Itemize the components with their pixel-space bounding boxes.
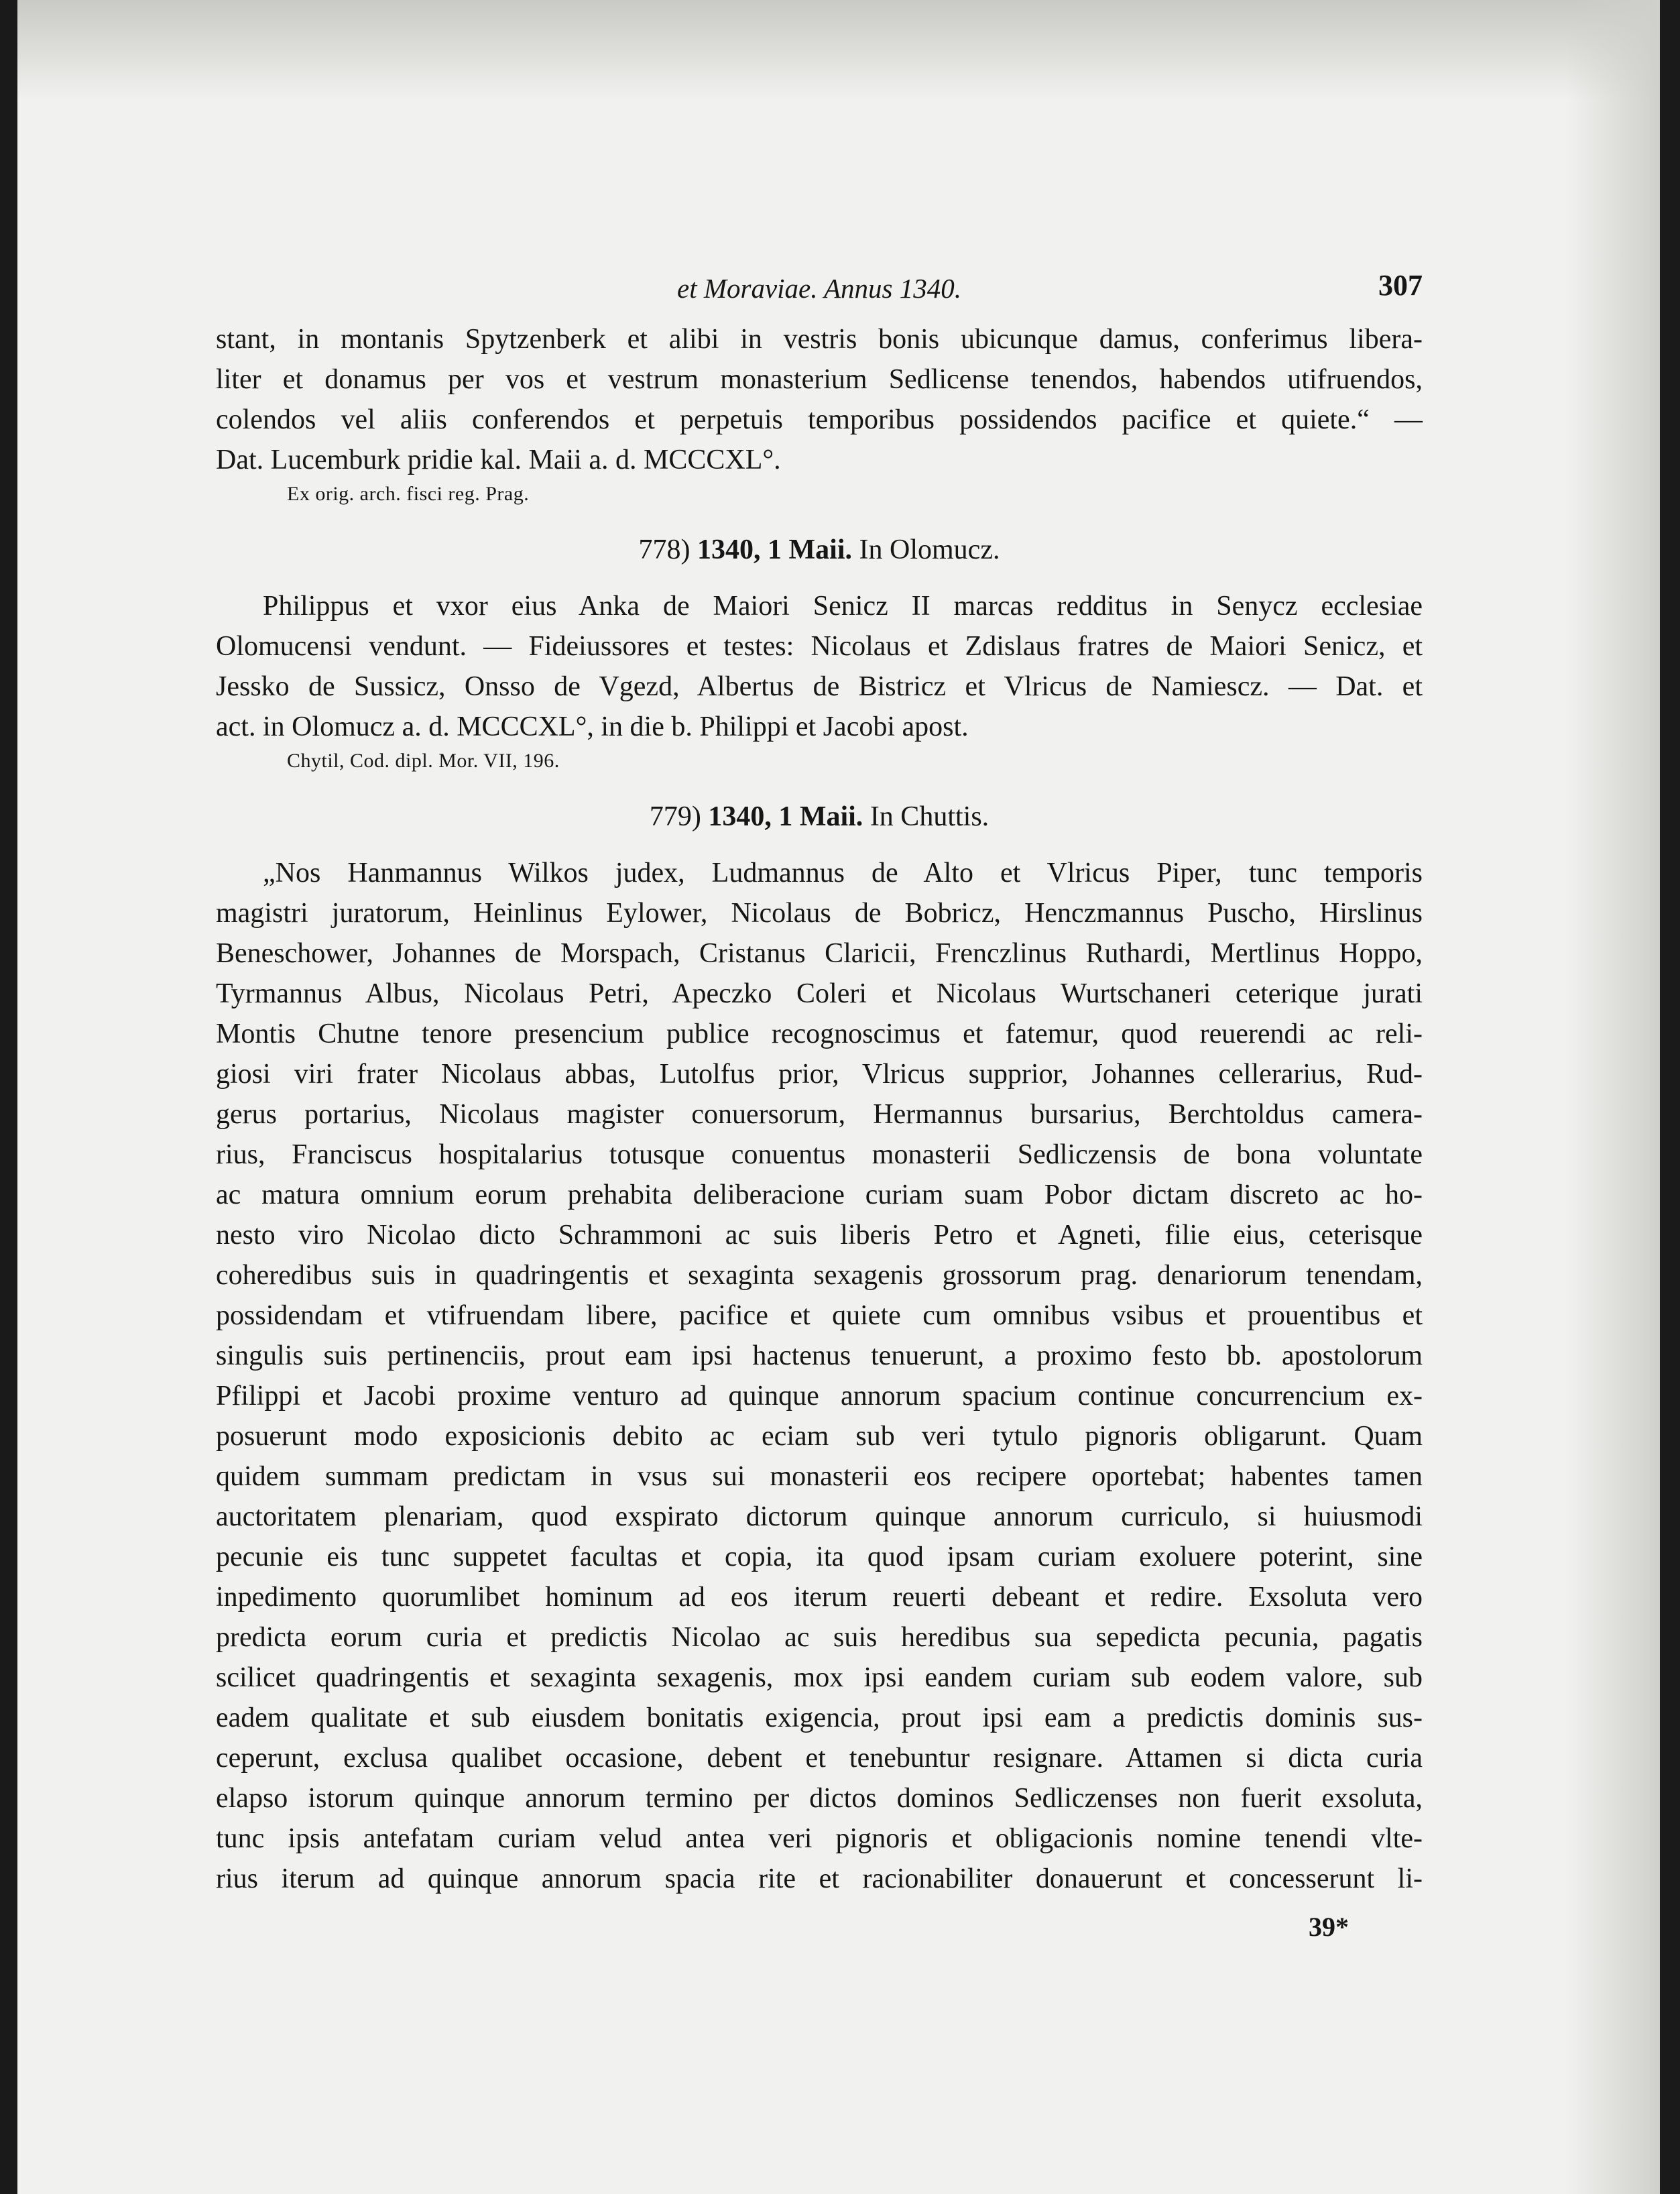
text-line: rius, Franciscus hospitalarius totusque conuentus monasterii Sedliczensis de bona voluntate (216, 1139, 1423, 1170)
text-line: inpedimento quorumlibet hominum ad eos iterum reuerti debeant et redire. Exsoluta vero (216, 1582, 1423, 1613)
text-line: coheredibus suis in quadringentis et sexaginta sexagenis grossorum prag. denariorum tenendam, (216, 1260, 1423, 1291)
text-line: posuerunt modo exposicionis debito ac eciam sub veri tytulo pignoris obligarunt. Quam (216, 1421, 1423, 1452)
entry-777-text (216, 319, 1423, 480)
scan-shadow-top (17, 0, 1660, 101)
text-line: liter et donamus per vos et vestrum monasterium Sedlicense tenendos, habendos utifruendos, (216, 364, 1423, 395)
text-line: act. in Olomucz a. d. MCCCXL°, in die b. Philippi et Jacobi apost. (216, 711, 969, 742)
entry-779-date: 1340, 1 Maii. (708, 801, 863, 832)
entry-779-number: 779) (649, 801, 701, 832)
text-line: singulis suis pertinenciis, prout eam ipsi hactenus tenuerunt, a proximo festo bb. apostolorum (216, 1340, 1423, 1371)
running-head-title: et Moraviae. Annus 1340. (677, 273, 961, 304)
text-line: nesto viro Nicolao dicto Schrammoni ac suis liberis Petro et Agneti, filie eius, ceterisque (216, 1220, 1423, 1251)
text-line: Beneschower, Johannes de Morspach, Cristanus Claricii, Frenczlinus Ruthardi, Mertlinus Hoppo, (216, 938, 1423, 969)
text-line: scilicet quadringentis et sexaginta sexagenis, mox ipsi eandem curiam sub eodem valore, sub (216, 1662, 1423, 1693)
text-line: possidendam et vtifruendam libere, pacifice et quiete cum omnibus vsibus et prouentibus et (216, 1300, 1423, 1331)
text-line: Tyrmannus Albus, Nicolaus Petri, Apeczko Coleri et Nicolaus Wurtschaneri ceterique jurati (216, 978, 1423, 1009)
scan-border-right (1660, 0, 1680, 2194)
entry-778-number: 778) (638, 534, 691, 565)
book-page (216, 269, 1423, 1943)
text-line: quidem summam predictam in vsus sui monasterii eos recipere oportebat; habentes tamen (216, 1461, 1423, 1492)
text-line: Dat. Lucemburk pridie kal. Maii a. d. MCCCXL°. (216, 445, 781, 475)
text-line: auctoritatem plenariam, quod exspirato dictorum quinque annorum curriculo, si huiusmodi (216, 1501, 1423, 1532)
text-line: tunc ipsis antefatam curiam velud antea veri pignoris et obligacionis nomine tenendi vlte- (216, 1823, 1423, 1854)
text-line: Pfilippi et Jacobi proxime venturo ad quinque annorum spacium continue concurrencium ex- (216, 1381, 1423, 1411)
entry-777-source: Ex orig. arch. fisci reg. Prag. (287, 483, 530, 505)
text-line: Jessko de Sussicz, Onsso de Vgezd, Albertus de Bistricz et Vlricus de Namiescz. — Dat. et (216, 671, 1423, 702)
text-line: predicta eorum curia et predictis Nicolao ac suis heredibus sua sepedicta pecunia, pagatis (216, 1622, 1423, 1653)
text-line: stant, in montanis Spytzenberk et alibi in vestris bonis ubicunque damus, conferimus libera- (216, 324, 1423, 355)
text-line: colendos vel aliis conferendos et perpetuis temporibus possidendos pacifice et quiete.“ — (216, 404, 1423, 435)
text-line: pecunie eis tunc suppetet facultas et copia, ita quod ipsam curiam exoluere poterint, sine (216, 1542, 1423, 1572)
page-number: 307 (1378, 269, 1423, 302)
text-line: magistri juratorum, Heinlinus Eylower, Nicolaus de Bobricz, Henczmannus Puscho, Hirslinus (216, 898, 1423, 929)
text-line: elapso istorum quinque annorum termino per dictos dominos Sedliczenses non fuerit exsoluta, (216, 1783, 1423, 1814)
signature-mark: 39* (1309, 1912, 1349, 1942)
entry-778-place: In Olomucz. (859, 534, 1000, 565)
text-line: Philippus et vxor eius Anka de Maiori Senicz II marcas redditus in Senycz ecclesiae (263, 591, 1423, 622)
text-line: giosi viri frater Nicolaus abbas, Lutolfus prior, Vlricus supprior, Johannes cellerarius, Rud- (216, 1059, 1423, 1090)
text-line: rius iterum ad quinque annorum spacia rite et racionabiliter donauerunt et concesserunt li- (216, 1863, 1423, 1894)
entry-778-heading (216, 534, 1423, 566)
entry-779-heading (216, 801, 1423, 833)
scan-border-left (0, 0, 17, 2194)
text-line: Montis Chutne tenore presencium publice recognoscimus et fatemur, quod reuerendi ac reli- (216, 1019, 1423, 1049)
text-line: ac matura omnium eorum prehabita deliberacione curiam suam Pobor dictam discreto ac ho- (216, 1179, 1423, 1210)
entry-778-source: Chytil, Cod. dipl. Mor. VII, 196. (287, 750, 560, 772)
scan-shadow-right (1566, 0, 1660, 2194)
text-line: „Nos Hanmannus Wilkos judex, Ludmannus de Alto et Vlricus Piper, tunc temporis (263, 858, 1423, 888)
running-head (216, 269, 1423, 319)
entry-778-date: 1340, 1 Maii. (697, 534, 853, 565)
entry-779-place: In Chuttis. (869, 801, 989, 832)
text-line: ceperunt, exclusa qualibet occasione, debent et tenebuntur resignare. Attamen si dicta curia (216, 1743, 1423, 1774)
entry-778-summary (216, 586, 1423, 747)
entry-779-text (216, 853, 1423, 1899)
text-line: gerus portarius, Nicolaus magister conuersorum, Hermannus bursarius, Berchtoldus camera- (216, 1099, 1423, 1130)
text-line: eadem qualitate et sub eiusdem bonitatis exigencia, prout ipsi eam a predictis dominis sus- (216, 1702, 1423, 1733)
text-line: Olomucensi vendunt. — Fideiussores et testes: Nicolaus et Zdislaus fratres de Maiori Senicz, et (216, 631, 1423, 662)
